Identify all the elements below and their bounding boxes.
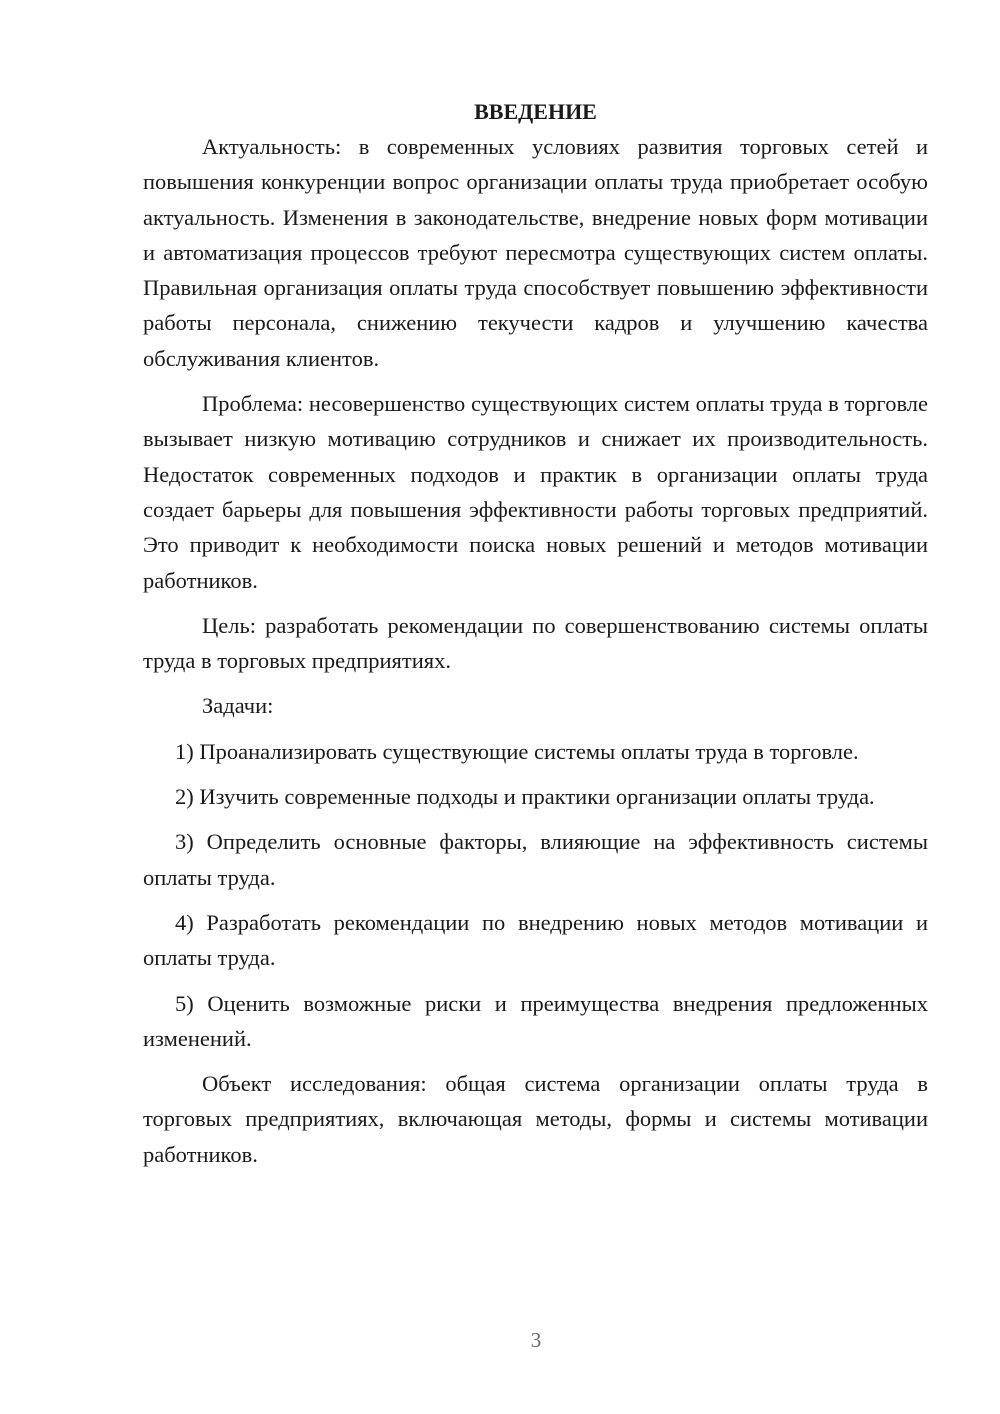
problem-paragraph: Проблема: несовершенство существующих систем оплаты труда в торговле вызывает низкую мотивацию сотрудников и снижает их производительность. Недостаток современных подходов и практик в организации оплаты труда создает барьеры для повышения эффективности работы торговых предприятий. Это приводит к необходимости поиска новых решений и методов мотивации работников. (143, 391, 928, 593)
task-item-3: 3) Определить основные факторы, влияющие на эффективность системы оплаты труда. (143, 829, 928, 890)
page-title: ВВЕДЕНИЕ (474, 99, 597, 124)
goal-paragraph: Цель: разработать рекомендации по совершенствованию системы оплаты труда в торговых предприятиях. (143, 612, 928, 674)
task-item-1: 1) Проанализировать существующие системы оплаты труда в торговле. (175, 738, 859, 764)
task-item-2: 2) Изучить современные подходы и практики организации оплаты труда. (175, 784, 875, 810)
relevance-paragraph: Актуальность: в современных условиях развития торговых сетей и повышения конкуренции вопрос организации оплаты труда приобретает особую актуальность. Изменения в законодательстве, внедрение новых форм мотивации и автоматизация процессов требуют пересмотра существующих систем оплаты. Правильная организация оплаты труда способствует повышению эффективности работы персонала, снижению текучести кадров и улучшению качества обслуживания клиентов. (143, 134, 928, 371)
tasks-heading: Задачи: (202, 693, 274, 719)
object-paragraph: Объект исследования: общая система организации оплаты труда в торговых предприятиях, включающая методы, формы и системы мотивации работников. (143, 1071, 928, 1167)
document-page (143, 94, 928, 1182)
task-item-4: 4) Разработать рекомендации по внедрению новых методов мотивации и оплаты труда. (143, 909, 928, 971)
page-number: 3 (530, 1328, 542, 1352)
task-item-5: 5) Оценить возможные риски и преимущества внедрения предложенных изменений. (143, 990, 928, 1051)
